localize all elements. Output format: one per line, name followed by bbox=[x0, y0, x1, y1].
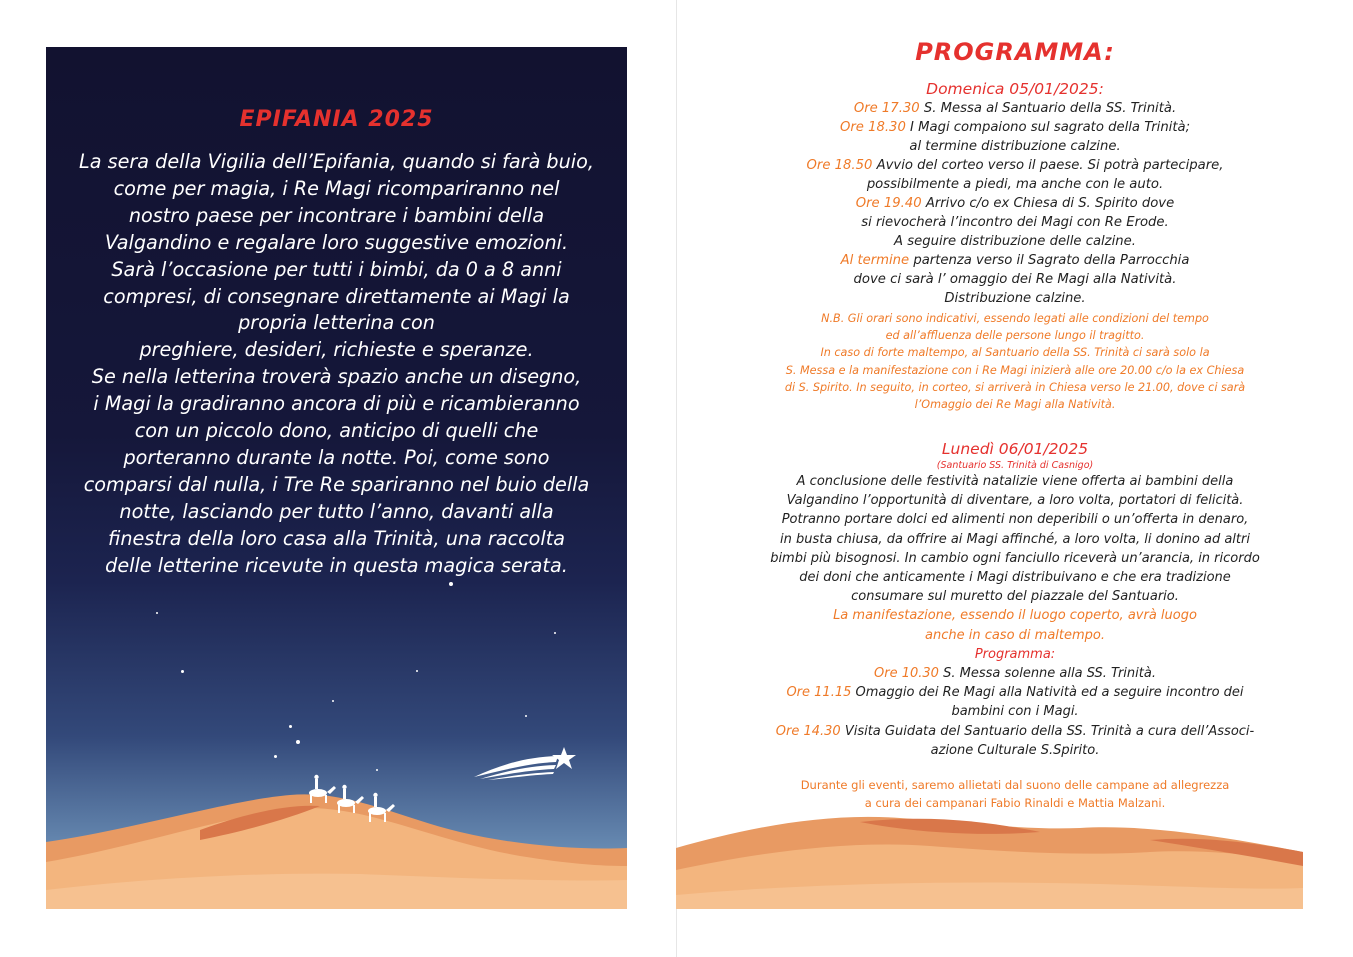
paragraph-line: Valgandino l’opportunità di diventare, a loro volta, portatori di felicità. bbox=[786, 493, 1244, 509]
schedule-line: Ore 11.15 Omaggio dei Re Magi alla Natività ed a seguire incontro dei bbox=[786, 685, 1244, 701]
star-icon bbox=[156, 612, 158, 614]
paragraph-line: in busta chiusa, da offrire ai Magi affinché, a loro volta, li donino ad altri bbox=[780, 531, 1250, 547]
star-icon bbox=[525, 715, 527, 717]
schedule-line: Ore 17.30 S. Messa al Santuario della SS. Trinità. bbox=[853, 101, 1177, 116]
text-line: compresi, di consegnare direttamente ai Magi la bbox=[103, 284, 570, 308]
star-icon bbox=[274, 755, 277, 758]
footer-section bbox=[680, 776, 1350, 812]
text-line: La sera della Vigilia dell’Epifania, quando si farà buio, bbox=[79, 150, 594, 173]
paragraph-line: Potranno portare dolci ed alimenti non deperibili o un’offerta in denaro, bbox=[781, 512, 1249, 528]
page-fold bbox=[676, 0, 677, 957]
schedule-line: Al termine partenza verso il Sagrato della Parrocchia bbox=[840, 253, 1190, 268]
note-line: In caso di forte maltempo, al Santuario della SS. Trinità ci sarà solo la bbox=[820, 346, 1210, 360]
day1-heading: Domenica 05/01/2025: bbox=[926, 80, 1104, 98]
paragraph-line: bimbi più bisognosi. In cambio ogni fanciullo riceverà un’arancia, in ricordo bbox=[770, 550, 1260, 566]
star-icon bbox=[376, 769, 378, 771]
note-line: S. Messa e la manifestazione con i Re Magi inizierà alle ore 20.00 c/o la ex Chiesa bbox=[785, 363, 1245, 377]
schedule-line: bambini con i Magi. bbox=[951, 704, 1079, 720]
footer-line: a cura dei campanari Fabio Rinaldi e Mattia Malzani. bbox=[864, 796, 1166, 810]
day1-section bbox=[680, 79, 1350, 413]
text-line: Se nella letterina troverà spazio anche un disegno, bbox=[91, 365, 582, 389]
paragraph-line: consumare sul muretto del piazzale del Santuario. bbox=[851, 589, 1179, 605]
text-line: Valgandino e regalare loro suggestive emozioni. bbox=[104, 230, 569, 254]
schedule-line: Distribuzione calzine. bbox=[944, 291, 1086, 306]
text-line: Sarà l’occasione per tutti i bimbi, da 0 a 8 anni bbox=[111, 257, 562, 281]
footer-line: Durante gli eventi, saremo allietati dal suono delle campane ad allegrezza bbox=[800, 778, 1230, 792]
notes-block bbox=[680, 310, 1350, 413]
epifania-text bbox=[68, 149, 605, 580]
star-icon bbox=[289, 725, 292, 728]
text-line: come per magia, i Re Magi ricompariranno nel bbox=[113, 176, 560, 200]
note-line: N.B. Gli orari sono indicativi, essendo legati alle condizioni del tempo bbox=[821, 312, 1209, 325]
schedule-line: Ore 19.40 Arrivo c/o ex Chiesa di S. Spirito dove bbox=[855, 196, 1175, 211]
program-label: Programma: bbox=[974, 646, 1056, 662]
schedule-line: azione Culturale S.Spirito. bbox=[930, 742, 1100, 758]
epifania-title: EPIFANIA 2025 bbox=[239, 107, 434, 132]
text-line: i Magi la gradiranno ancora di più e ricambieranno bbox=[93, 392, 580, 416]
text-line: delle letterine ricevute in questa magica serata. bbox=[105, 553, 568, 577]
schedule-line: si rievocherà l’incontro dei Magi con Re Erode. bbox=[861, 215, 1169, 230]
schedule-line: Ore 14.30 Visita Guidata del Santuario della SS. Trinità a cura dell’Associ- bbox=[775, 723, 1255, 739]
text-line: con un piccolo dono, anticipo di quelli che bbox=[134, 419, 539, 443]
schedule-line: possibilmente a piedi, ma anche con le auto. bbox=[866, 177, 1164, 192]
shooting-star-icon bbox=[470, 743, 578, 783]
text-line: porteranno durante la notte. Poi, come sono bbox=[123, 445, 550, 469]
night-sky-panel bbox=[46, 47, 627, 909]
programma-title: PROGRAMMA: bbox=[915, 38, 1115, 66]
note-line: l’Omaggio dei Re Magi alla Natività. bbox=[914, 398, 1116, 412]
day2-subheading: (Santuario SS. Trinità di Casnigo) bbox=[936, 460, 1094, 471]
schedule-line: Ore 18.30 I Magi compaiono sul sagrato della Trinità; bbox=[839, 120, 1191, 135]
day2-section bbox=[680, 439, 1350, 760]
text-line: propria letterina con bbox=[238, 311, 435, 335]
text-line: finestra della loro casa alla Trinità, una raccolta bbox=[107, 526, 566, 550]
paragraph-line: A conclusione delle festività natalizie viene offerta ai bambini della bbox=[796, 474, 1234, 489]
schedule-line: A seguire distribuzione delle calzine. bbox=[894, 234, 1136, 249]
text-line: nostro paese per incontrare i bambini della bbox=[128, 203, 545, 227]
schedule-line: dove ci sarà l’ omaggio dei Re Magi alla Natività. bbox=[853, 272, 1177, 287]
maltempo-line: La manifestazione, essendo il luogo coperto, avrà luogo bbox=[833, 608, 1197, 624]
note-line: ed all’affluenza delle persone lungo il tragitto. bbox=[885, 329, 1145, 343]
star-icon bbox=[332, 700, 334, 702]
note-line: di S. Spirito. In seguito, in corteo, si arriverà in Chiesa verso le 21.00, dove ci sarà bbox=[784, 380, 1246, 394]
star-icon bbox=[449, 582, 453, 586]
text-line: preghiere, desideri, richieste e speranze. bbox=[139, 338, 534, 362]
day2-heading: Lunedì 06/01/2025 bbox=[941, 440, 1089, 458]
star-icon bbox=[416, 670, 418, 672]
text-line: notte, lasciando per tutto l’anno, davanti alla bbox=[119, 499, 554, 523]
schedule-line: Ore 18.50 Avvio del corteo verso il paese. Si potrà partecipare, bbox=[806, 158, 1224, 173]
maltempo-line: anche in caso di maltempo. bbox=[924, 627, 1105, 643]
star-icon bbox=[554, 632, 556, 634]
schedule-line: Ore 10.30 S. Messa solenne alla SS. Trinità. bbox=[874, 666, 1156, 682]
schedule-line: al termine distribuzione calzine. bbox=[909, 139, 1121, 154]
star-icon bbox=[181, 670, 184, 673]
paragraph-line: dei doni che anticamente i Magi distribuivano e che era tradizione bbox=[799, 570, 1231, 586]
star-icon bbox=[296, 740, 300, 744]
text-line: comparsi dal nulla, i Tre Re spariranno nel buio della bbox=[83, 472, 590, 496]
